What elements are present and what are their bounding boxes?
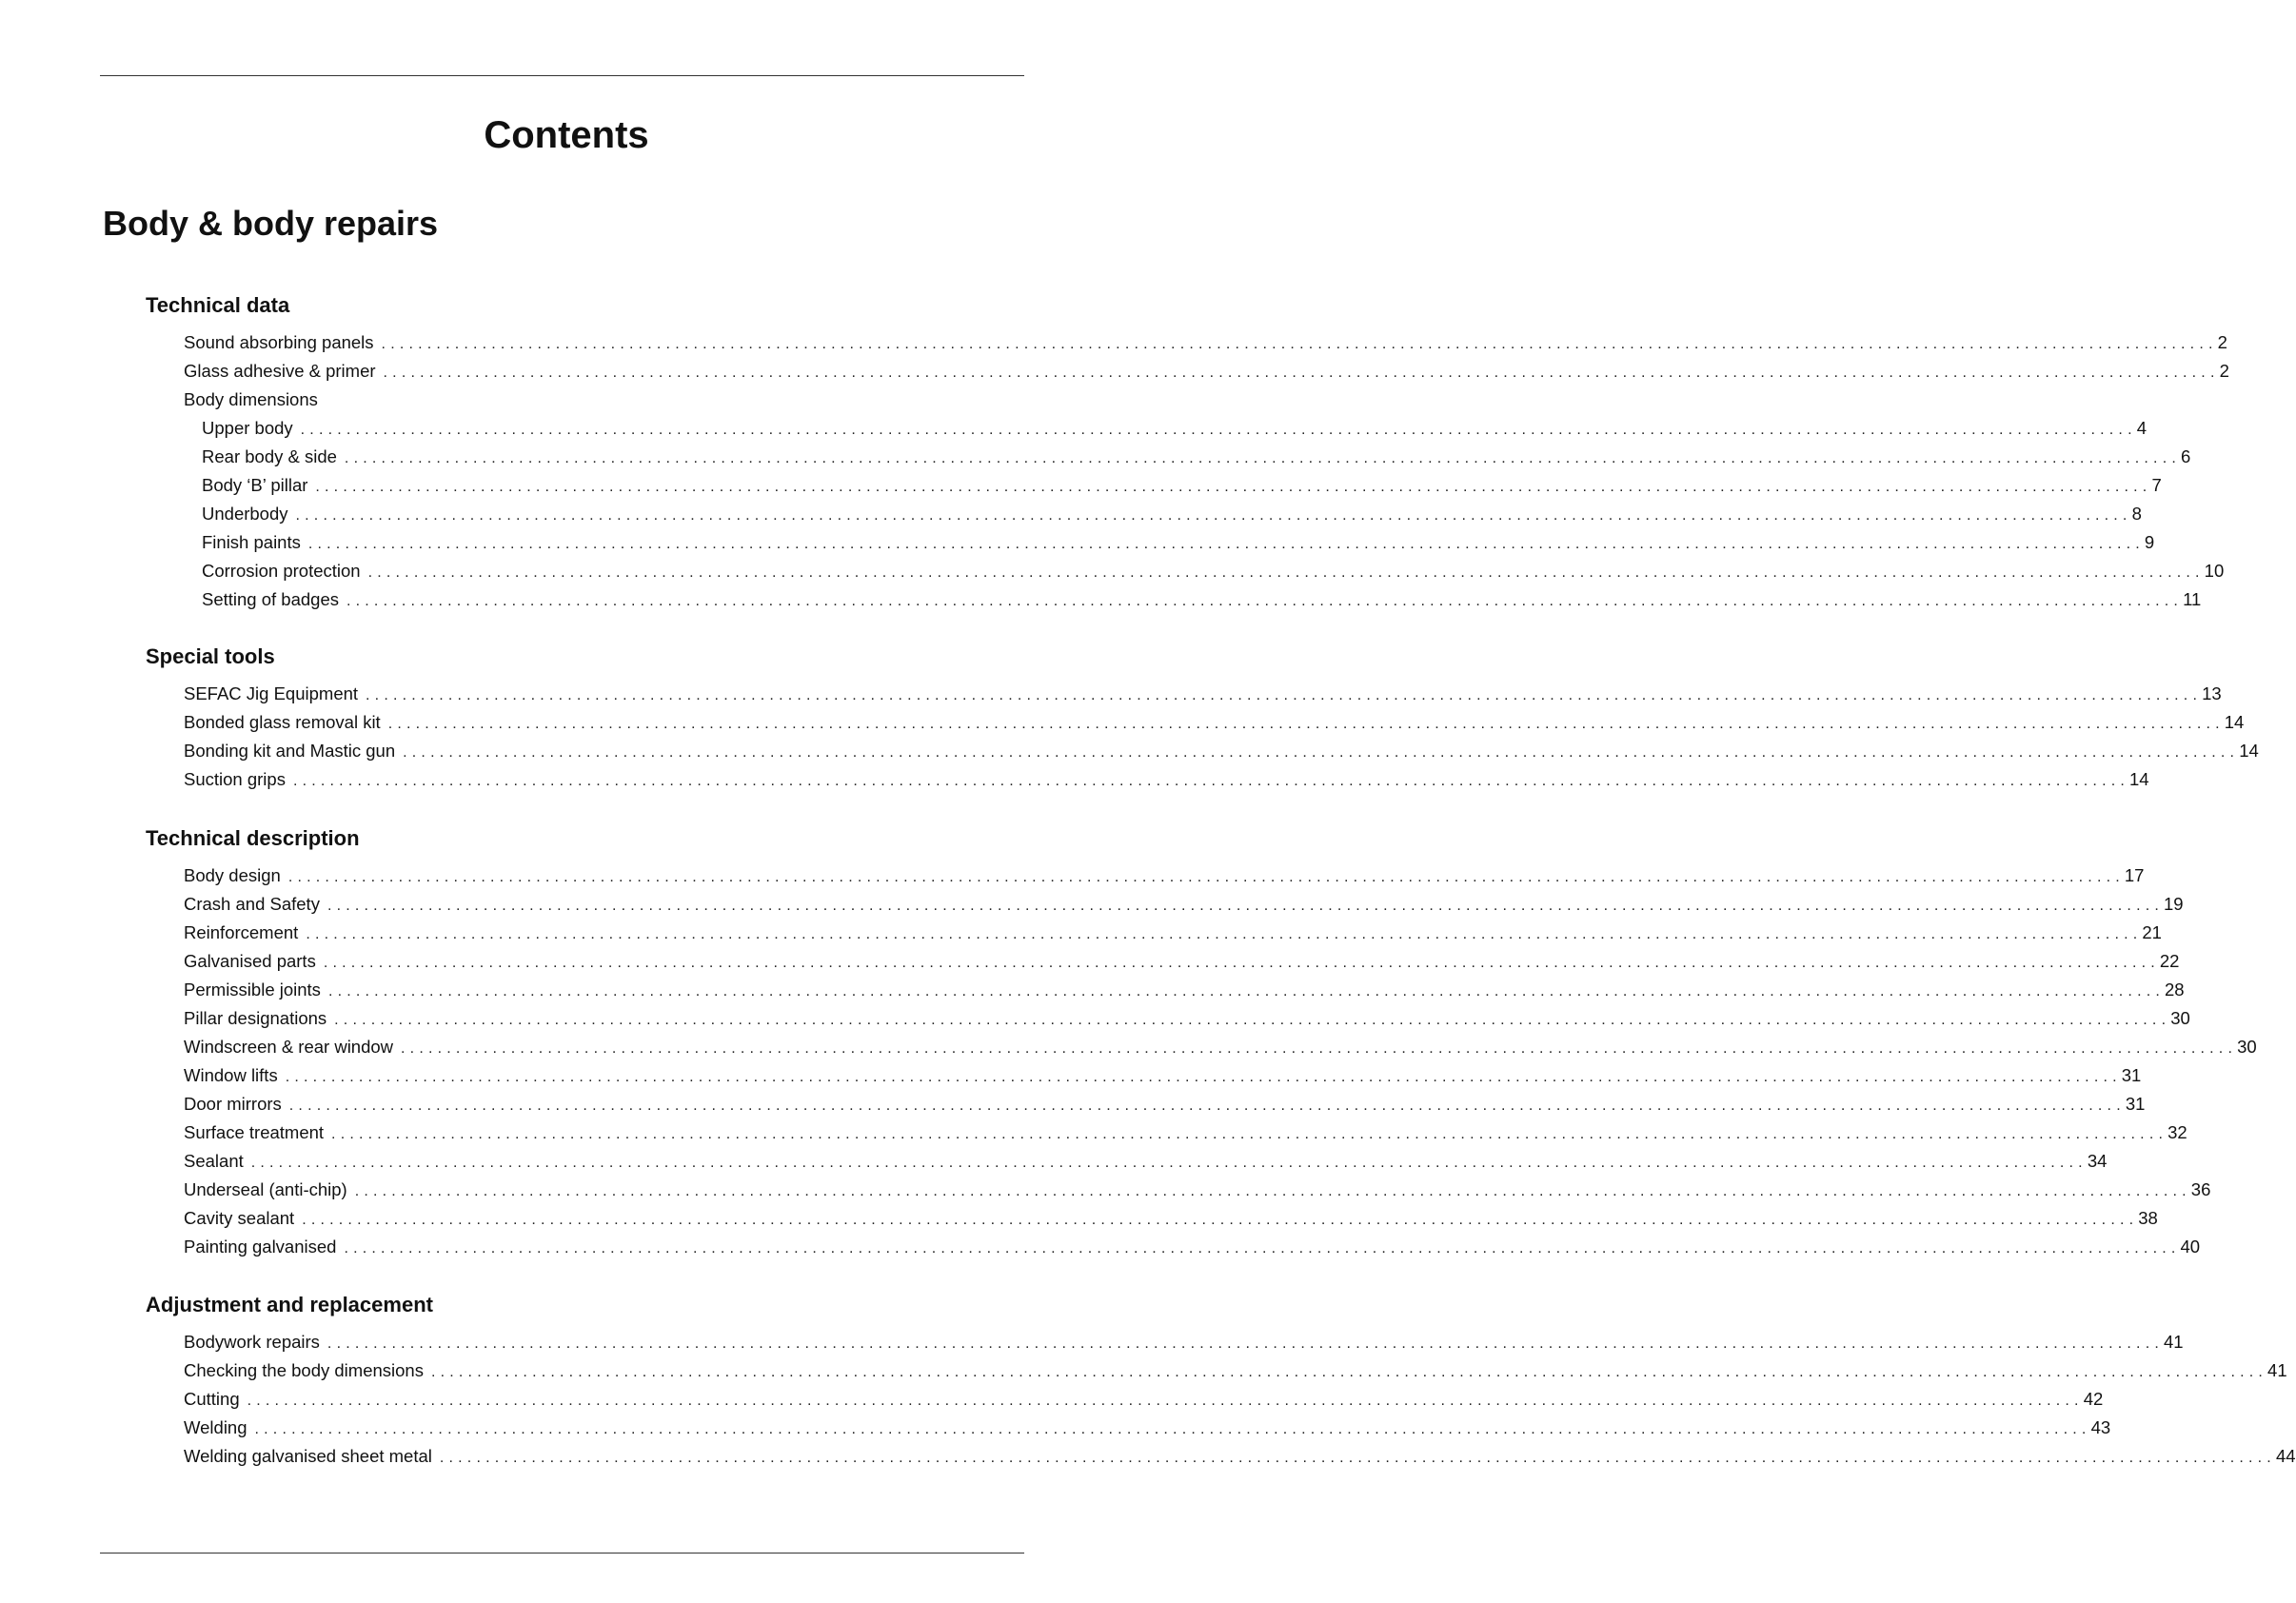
leader-dots: ........................................................................................................................................................................................................ — [285, 1069, 2122, 1085]
toc-entry-page: 30 — [2237, 1037, 2257, 1057]
toc-entry-page: 14 — [2239, 741, 2259, 761]
toc-entry-page: 4 — [2136, 418, 2148, 438]
toc-entry-page: 11 — [2183, 589, 2202, 609]
section-title-technical-description: Technical description — [146, 826, 360, 850]
toc-entry-page: 17 — [2124, 865, 2145, 885]
toc-entry-page: 9 — [2144, 532, 2155, 552]
toc-entry-label: Permissible joints — [184, 980, 321, 999]
leader-dots: ........................................................................................................................................................................................................ — [331, 1126, 2168, 1142]
toc-entry-page: 22 — [2159, 951, 2180, 971]
leader-dots: ........................................................................................................................................................................................................ — [327, 1336, 2164, 1352]
toc-entry-label: Painting galvanised — [184, 1237, 337, 1257]
toc-entry-label: Bonded glass removal kit — [184, 712, 381, 732]
leader-dots: ........................................................................................................................................................................................................ — [367, 564, 2205, 581]
leader-dots: ........................................................................................................................................................................................................ — [327, 898, 2165, 914]
toc-entry-page: 34 — [2087, 1151, 2108, 1171]
toc-entry-label: Cutting — [184, 1389, 240, 1409]
section-title-special-tools: Special tools — [146, 644, 275, 668]
toc-entry-label: Surface treatment — [184, 1122, 325, 1142]
toc-entry-page: 43 — [2090, 1417, 2111, 1437]
toc-entry-label: Sound absorbing panels — [184, 332, 374, 352]
leader-dots: ........................................................................................................................................................................................................ — [323, 955, 2160, 971]
leader-dots: ........................................................................................................................................................................................................ — [254, 1421, 2091, 1437]
toc-entry-page: 2 — [2219, 361, 2229, 381]
toc-entry-label: Reinforcement — [184, 922, 299, 942]
toc-entry-page: 31 — [2125, 1094, 2146, 1114]
toc-entry[interactable] — [184, 1360, 2287, 1389]
toc-entry[interactable] — [202, 561, 2225, 589]
toc-entry-label: Corrosion protection — [202, 561, 361, 581]
toc-entry-label: Rear body & side — [202, 446, 337, 466]
toc-entry[interactable] — [184, 712, 2245, 741]
leader-dots: ........................................................................................................................................................................................................ — [387, 716, 2225, 732]
toc-entry-label: Underseal (anti-chip) — [184, 1179, 347, 1199]
toc-entry-label: Door mirrors — [184, 1094, 282, 1114]
leader-dots: ........................................................................................................................................................................................................ — [401, 1040, 2238, 1057]
toc-entry[interactable] — [184, 769, 2149, 798]
toc-entry[interactable] — [184, 1332, 2184, 1360]
leader-dots: ........................................................................................................................................................................................................ — [292, 773, 2130, 789]
section-title-adjustment-and-replacement: Adjustment and replacement — [146, 1293, 433, 1316]
toc-entry[interactable] — [202, 446, 2191, 475]
toc-entry[interactable] — [184, 683, 2222, 712]
toc-entry-group[interactable] — [184, 389, 1014, 418]
toc-entry-page: 42 — [2083, 1389, 2104, 1409]
toc-entry[interactable] — [184, 1389, 2104, 1417]
toc-entry-page: 41 — [2163, 1332, 2184, 1352]
header-rule — [100, 75, 1024, 76]
leader-dots: ........................................................................................................................................................................................................ — [307, 536, 2145, 552]
toc-entry-label: Window lifts — [184, 1065, 278, 1085]
toc-entry[interactable] — [202, 589, 2202, 618]
leader-dots: ........................................................................................................................................................................................................ — [439, 1450, 2276, 1466]
leader-dots: ........................................................................................................................................................................................................ — [344, 1240, 2181, 1257]
toc-entry-label: Setting of badges — [202, 589, 339, 609]
toc-entry-label: Sealant — [184, 1151, 244, 1171]
toc-entry[interactable] — [184, 361, 2229, 389]
leader-dots: ........................................................................................................................................................................................................ — [315, 479, 2152, 495]
toc-entry-label: Crash and Safety — [184, 894, 320, 914]
leader-dots: ........................................................................................................................................................................................................ — [430, 1364, 2268, 1380]
toc-entry-label: Body ‘B’ pillar — [202, 475, 308, 495]
toc-entry-label: Welding galvanised sheet metal — [184, 1446, 432, 1466]
toc-entry-page: 2 — [2217, 332, 2227, 352]
page-title: Contents — [484, 114, 649, 156]
toc-entry-label: Finish paints — [202, 532, 301, 552]
leader-dots: ........................................................................................................................................................................................................ — [354, 1183, 2191, 1199]
toc-entry-page: 7 — [2151, 475, 2162, 495]
leader-dots: ........................................................................................................................................................................................................ — [327, 983, 2165, 999]
section-title-technical-data: Technical data — [146, 293, 290, 317]
toc-entry[interactable] — [184, 1151, 2108, 1179]
toc-entry[interactable] — [202, 532, 2155, 561]
toc-entry[interactable] — [184, 1065, 2142, 1094]
chapter-title: Body & body repairs — [103, 204, 439, 243]
toc-entry[interactable] — [184, 922, 2162, 951]
toc-entry[interactable] — [184, 332, 2227, 361]
leader-dots: ........................................................................................................................................................................................................ — [287, 869, 2125, 885]
toc-entry-label: Bonding kit and Mastic gun — [184, 741, 396, 761]
toc-entry-label: Checking the body dimensions — [184, 1360, 424, 1380]
toc-entry[interactable] — [184, 894, 2184, 922]
toc-entry-page: 14 — [2224, 712, 2245, 732]
leader-dots: ........................................................................................................................................................................................................ — [346, 593, 2184, 609]
footer-rule — [100, 1553, 1024, 1554]
toc-entry-page: 10 — [2204, 561, 2225, 581]
toc-entry-page: 21 — [2142, 922, 2162, 942]
toc-entry-label: SEFAC Jig Equipment — [184, 683, 359, 703]
toc-entry[interactable] — [184, 1237, 2201, 1265]
toc-entry[interactable] — [202, 504, 2142, 532]
leader-dots: ........................................................................................................................................................................................................ — [288, 1098, 2126, 1114]
leader-dots: ........................................................................................................................................................................................................ — [383, 365, 2220, 381]
toc-entry-label: Cavity sealant — [184, 1208, 295, 1228]
leader-dots: ........................................................................................................................................................................................................ — [344, 450, 2181, 466]
toc-entry-page: 30 — [2170, 1008, 2190, 1028]
toc-entry-page: 6 — [2180, 446, 2191, 466]
leader-dots: ........................................................................................................................................................................................................ — [366, 687, 2203, 703]
toc-entry-label: Bodywork repairs — [184, 1332, 320, 1352]
toc-entry-page: 38 — [2138, 1208, 2158, 1228]
leader-dots: ........................................................................................................................................................................................................ — [334, 1012, 2171, 1028]
toc-entry[interactable] — [184, 1094, 2146, 1122]
toc-entry-label: Galvanised parts — [184, 951, 316, 971]
toc-entry-label: Upper body — [202, 418, 293, 438]
toc-entry[interactable] — [202, 418, 2148, 446]
toc-entry-label: Body dimensions — [184, 389, 318, 409]
toc-entry-page: 28 — [2165, 980, 2185, 999]
toc-entry[interactable] — [184, 1008, 2190, 1037]
toc-entry[interactable] — [184, 1122, 2187, 1151]
toc-entry-label: Body design — [184, 865, 281, 885]
toc-entry-page: 32 — [2167, 1122, 2187, 1142]
toc-entry-page: 36 — [2190, 1179, 2211, 1199]
toc-entry[interactable] — [184, 1417, 2111, 1446]
leader-dots: ........................................................................................................................................................................................................ — [300, 422, 2137, 438]
toc-entry[interactable] — [184, 1179, 2211, 1208]
toc-entry-page: 19 — [2164, 894, 2184, 914]
leader-dots: ........................................................................................................................................................................................................ — [295, 507, 2132, 524]
toc-entry[interactable] — [184, 1446, 2296, 1474]
toc-entry-page: 13 — [2202, 683, 2222, 703]
toc-entry-page: 31 — [2121, 1065, 2142, 1085]
leader-dots: ........................................................................................................................................................................................................ — [302, 1212, 2139, 1228]
leader-dots: ........................................................................................................................................................................................................ — [403, 744, 2240, 761]
toc-entry-label: Suction grips — [184, 769, 286, 789]
toc-entry[interactable] — [184, 1037, 2257, 1065]
toc-entry[interactable] — [184, 741, 2259, 769]
leader-dots: ........................................................................................................................................................................................................ — [247, 1393, 2084, 1409]
toc-entry[interactable] — [184, 980, 2185, 1008]
toc-entry-page: 41 — [2267, 1360, 2287, 1380]
toc-entry-page: 44 — [2275, 1446, 2296, 1466]
toc-entry-page: 14 — [2129, 769, 2149, 789]
toc-entry-label: Windscreen & rear window — [184, 1037, 394, 1057]
toc-entry-label: Pillar designations — [184, 1008, 327, 1028]
toc-entry-label: Welding — [184, 1417, 247, 1437]
toc-entry[interactable] — [184, 865, 2145, 894]
toc-entry[interactable] — [184, 951, 2180, 980]
leader-dots: ........................................................................................................................................................................................................ — [381, 336, 2218, 352]
toc-entry-page: 40 — [2180, 1237, 2201, 1257]
leader-dots: ........................................................................................................................................................................................................ — [306, 926, 2143, 942]
toc-entry-page: 8 — [2131, 504, 2142, 524]
toc-entry-label: Underbody — [202, 504, 288, 524]
leader-dots: ........................................................................................................................................................................................................ — [250, 1155, 2088, 1171]
toc-entry-label: Glass adhesive & primer — [184, 361, 376, 381]
toc-entry[interactable] — [202, 475, 2162, 504]
toc-entry[interactable] — [184, 1208, 2158, 1237]
